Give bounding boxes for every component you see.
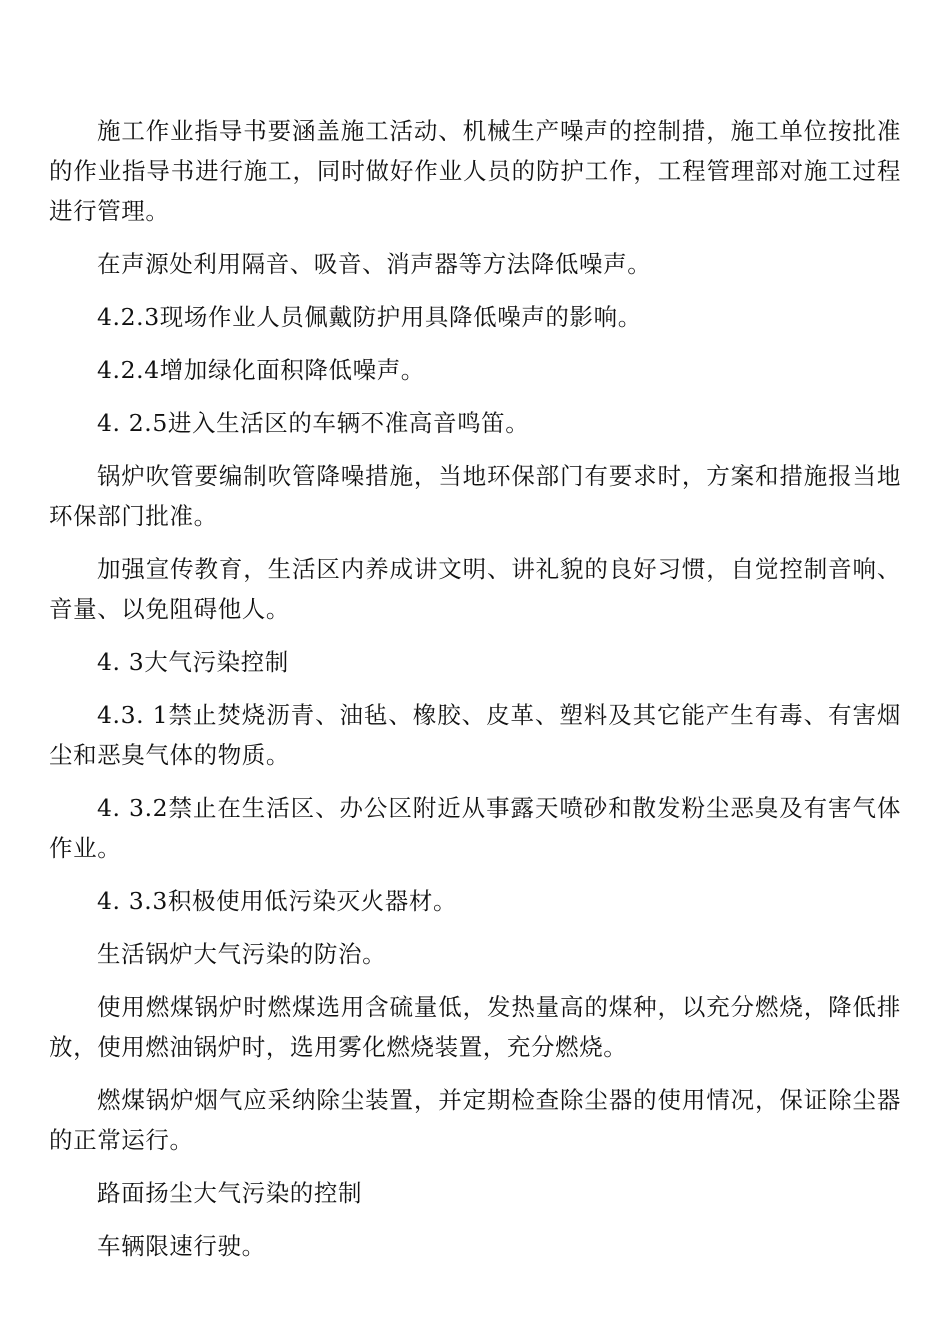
paragraph-sound-source: 在声源处利用隔音、吸音、消声器等方法降低噪声。 [97, 250, 652, 278]
paragraph-4-3-1: 4.3. 1禁止焚烧沥青、油毡、橡胶、皮革、塑料及其它能产生有毒、有害烟尘和恶臭气体的物质。 [49, 701, 901, 769]
paragraph-4-2-4: 4.2.4增加绿化面积降低噪声。 [97, 356, 425, 384]
paragraph-4-3-3: 4. 3.3积极使用低污染灭火器材。 [97, 887, 458, 915]
paragraph-speed-limit: 车辆限速行驶。 [97, 1232, 266, 1260]
section-heading-4-3: 4. 3大气污染控制 [97, 648, 289, 676]
paragraph-4-2-5: 4. 2.5进入生活区的车辆不准高音鸣笛。 [97, 409, 530, 437]
paragraph-boiler-pollution: 生活锅炉大气污染的防治。 [97, 940, 387, 968]
paragraph-4-3-2: 4. 3.2禁止在生活区、办公区附近从事露天喷砂和散发粉尘恶臭及有害气体作业。 [49, 794, 901, 862]
paragraph-road-dust: 路面扬尘大气污染的控制 [97, 1179, 363, 1207]
paragraph-noise-guidance: 施工作业指导书要涵盖施工活动、机械生产噪声的控制措，施工单位按批准的作业指导书进行施工，同时做好作业人员的防护工作，工程管理部对施工过程进行管理。 [49, 117, 901, 225]
paragraph-boiler-blowpipe: 锅炉吹管要编制吹管降噪措施，当地环保部门有要求时，方案和措施报当地环保部门批准。 [49, 462, 901, 530]
paragraph-publicity: 加强宣传教育，生活区内养成讲文明、讲礼貌的良好习惯，自觉控制音响、音量、以免阻碍他人。 [49, 555, 901, 623]
paragraph-coal-boiler: 使用燃煤锅炉时燃煤选用含硫量低，发热量高的煤种，以充分燃烧，降低排放，使用燃油锅炉时，选用雾化燃烧装置，充分燃烧。 [49, 993, 901, 1061]
paragraph-dust-removal: 燃煤锅炉烟气应采纳除尘装置，并定期检查除尘器的使用情况，保证除尘器的正常运行。 [49, 1086, 901, 1154]
paragraph-4-2-3: 4.2.3现场作业人员佩戴防护用具降低噪声的影响。 [97, 303, 642, 331]
document-body [49, 111, 901, 1279]
